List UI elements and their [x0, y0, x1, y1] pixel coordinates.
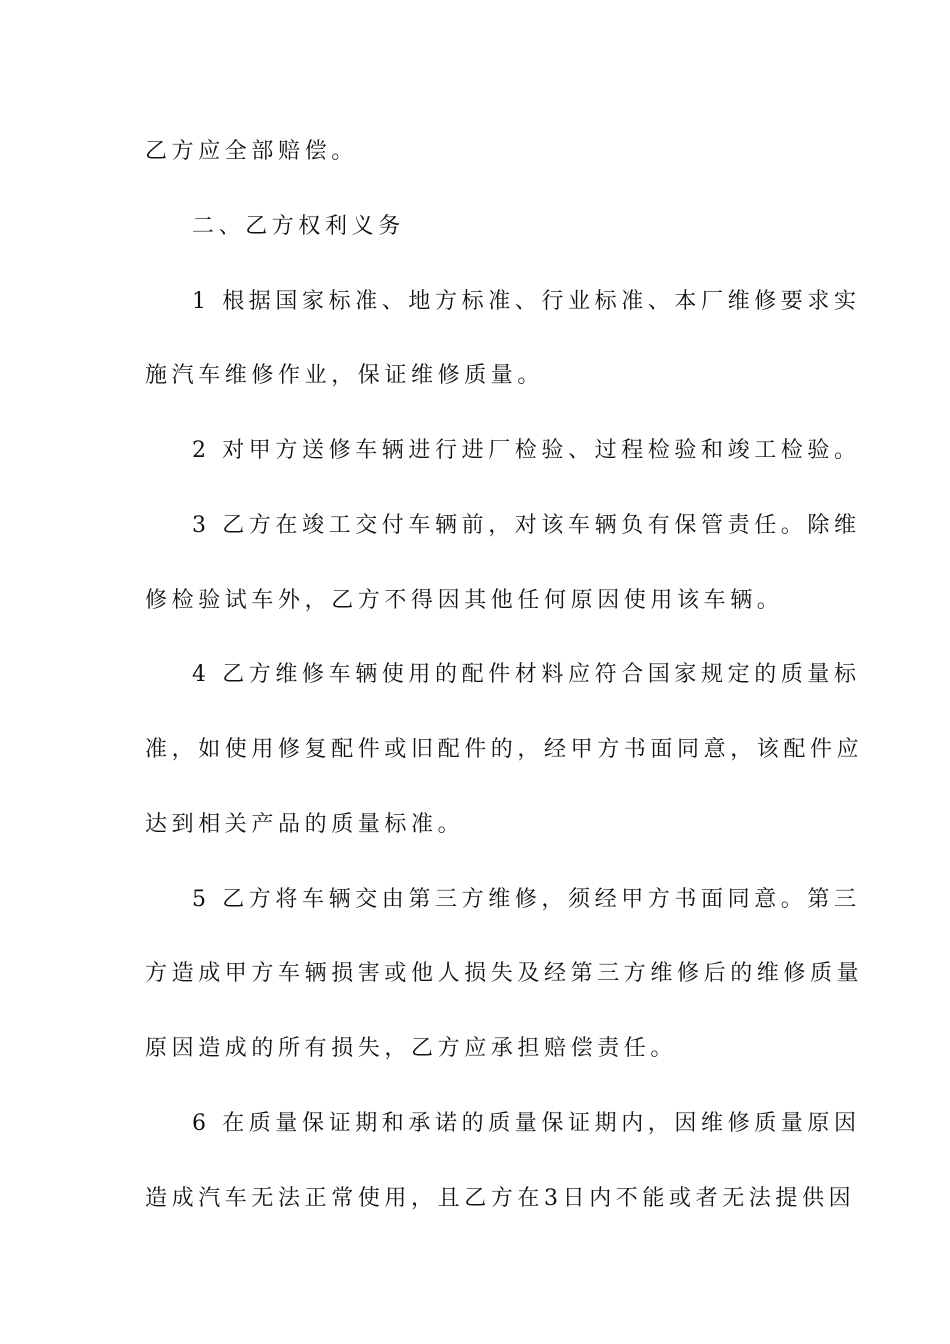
clause-5-line-3: 原因造成的所有损失，乙方应承担赔偿责任。: [145, 1036, 678, 1061]
clause-4-line-2: 准，如使用修复配件或旧配件的，经甲方书面同意，该配件应: [145, 737, 864, 762]
section-heading: 二、乙方权利义务: [192, 214, 405, 239]
clause-4-line-3: 达到相关产品的质量标准。: [145, 812, 465, 837]
clause-6-line-1: 6 在质量保证期和承诺的质量保证期内，因维修质量原因: [192, 1111, 861, 1136]
clause-5-line-2: 方造成甲方车辆损害或他人损失及经第三方维修后的维修质量: [145, 961, 864, 986]
clause-3-line-2: 修检验试车外，乙方不得因其他任何原因使用该车辆。: [145, 588, 784, 613]
clause-4-line-1: 4 乙方维修车辆使用的配件材料应符合国家规定的质量标: [192, 662, 861, 687]
clause-6-line-2: 造成汽车无法正常使用，且乙方在3日内不能或者无法提供因: [145, 1186, 856, 1211]
text-line-1: 乙方应全部赔偿。: [145, 139, 358, 164]
clause-1-line-2: 施汽车维修作业，保证维修质量。: [145, 363, 545, 388]
clause-3-line-1: 3 乙方在竣工交付车辆前，对该车辆负有保管责任。除维: [192, 513, 861, 538]
clause-5-line-1: 5 乙方将车辆交由第三方维修，须经甲方书面同意。第三: [192, 887, 861, 912]
clause-1-line-1: 1 根据国家标准、地方标准、行业标准、本厂维修要求实: [192, 289, 861, 314]
clause-2: 2 对甲方送修车辆进行进厂检验、过程检验和竣工检验。: [192, 438, 861, 463]
